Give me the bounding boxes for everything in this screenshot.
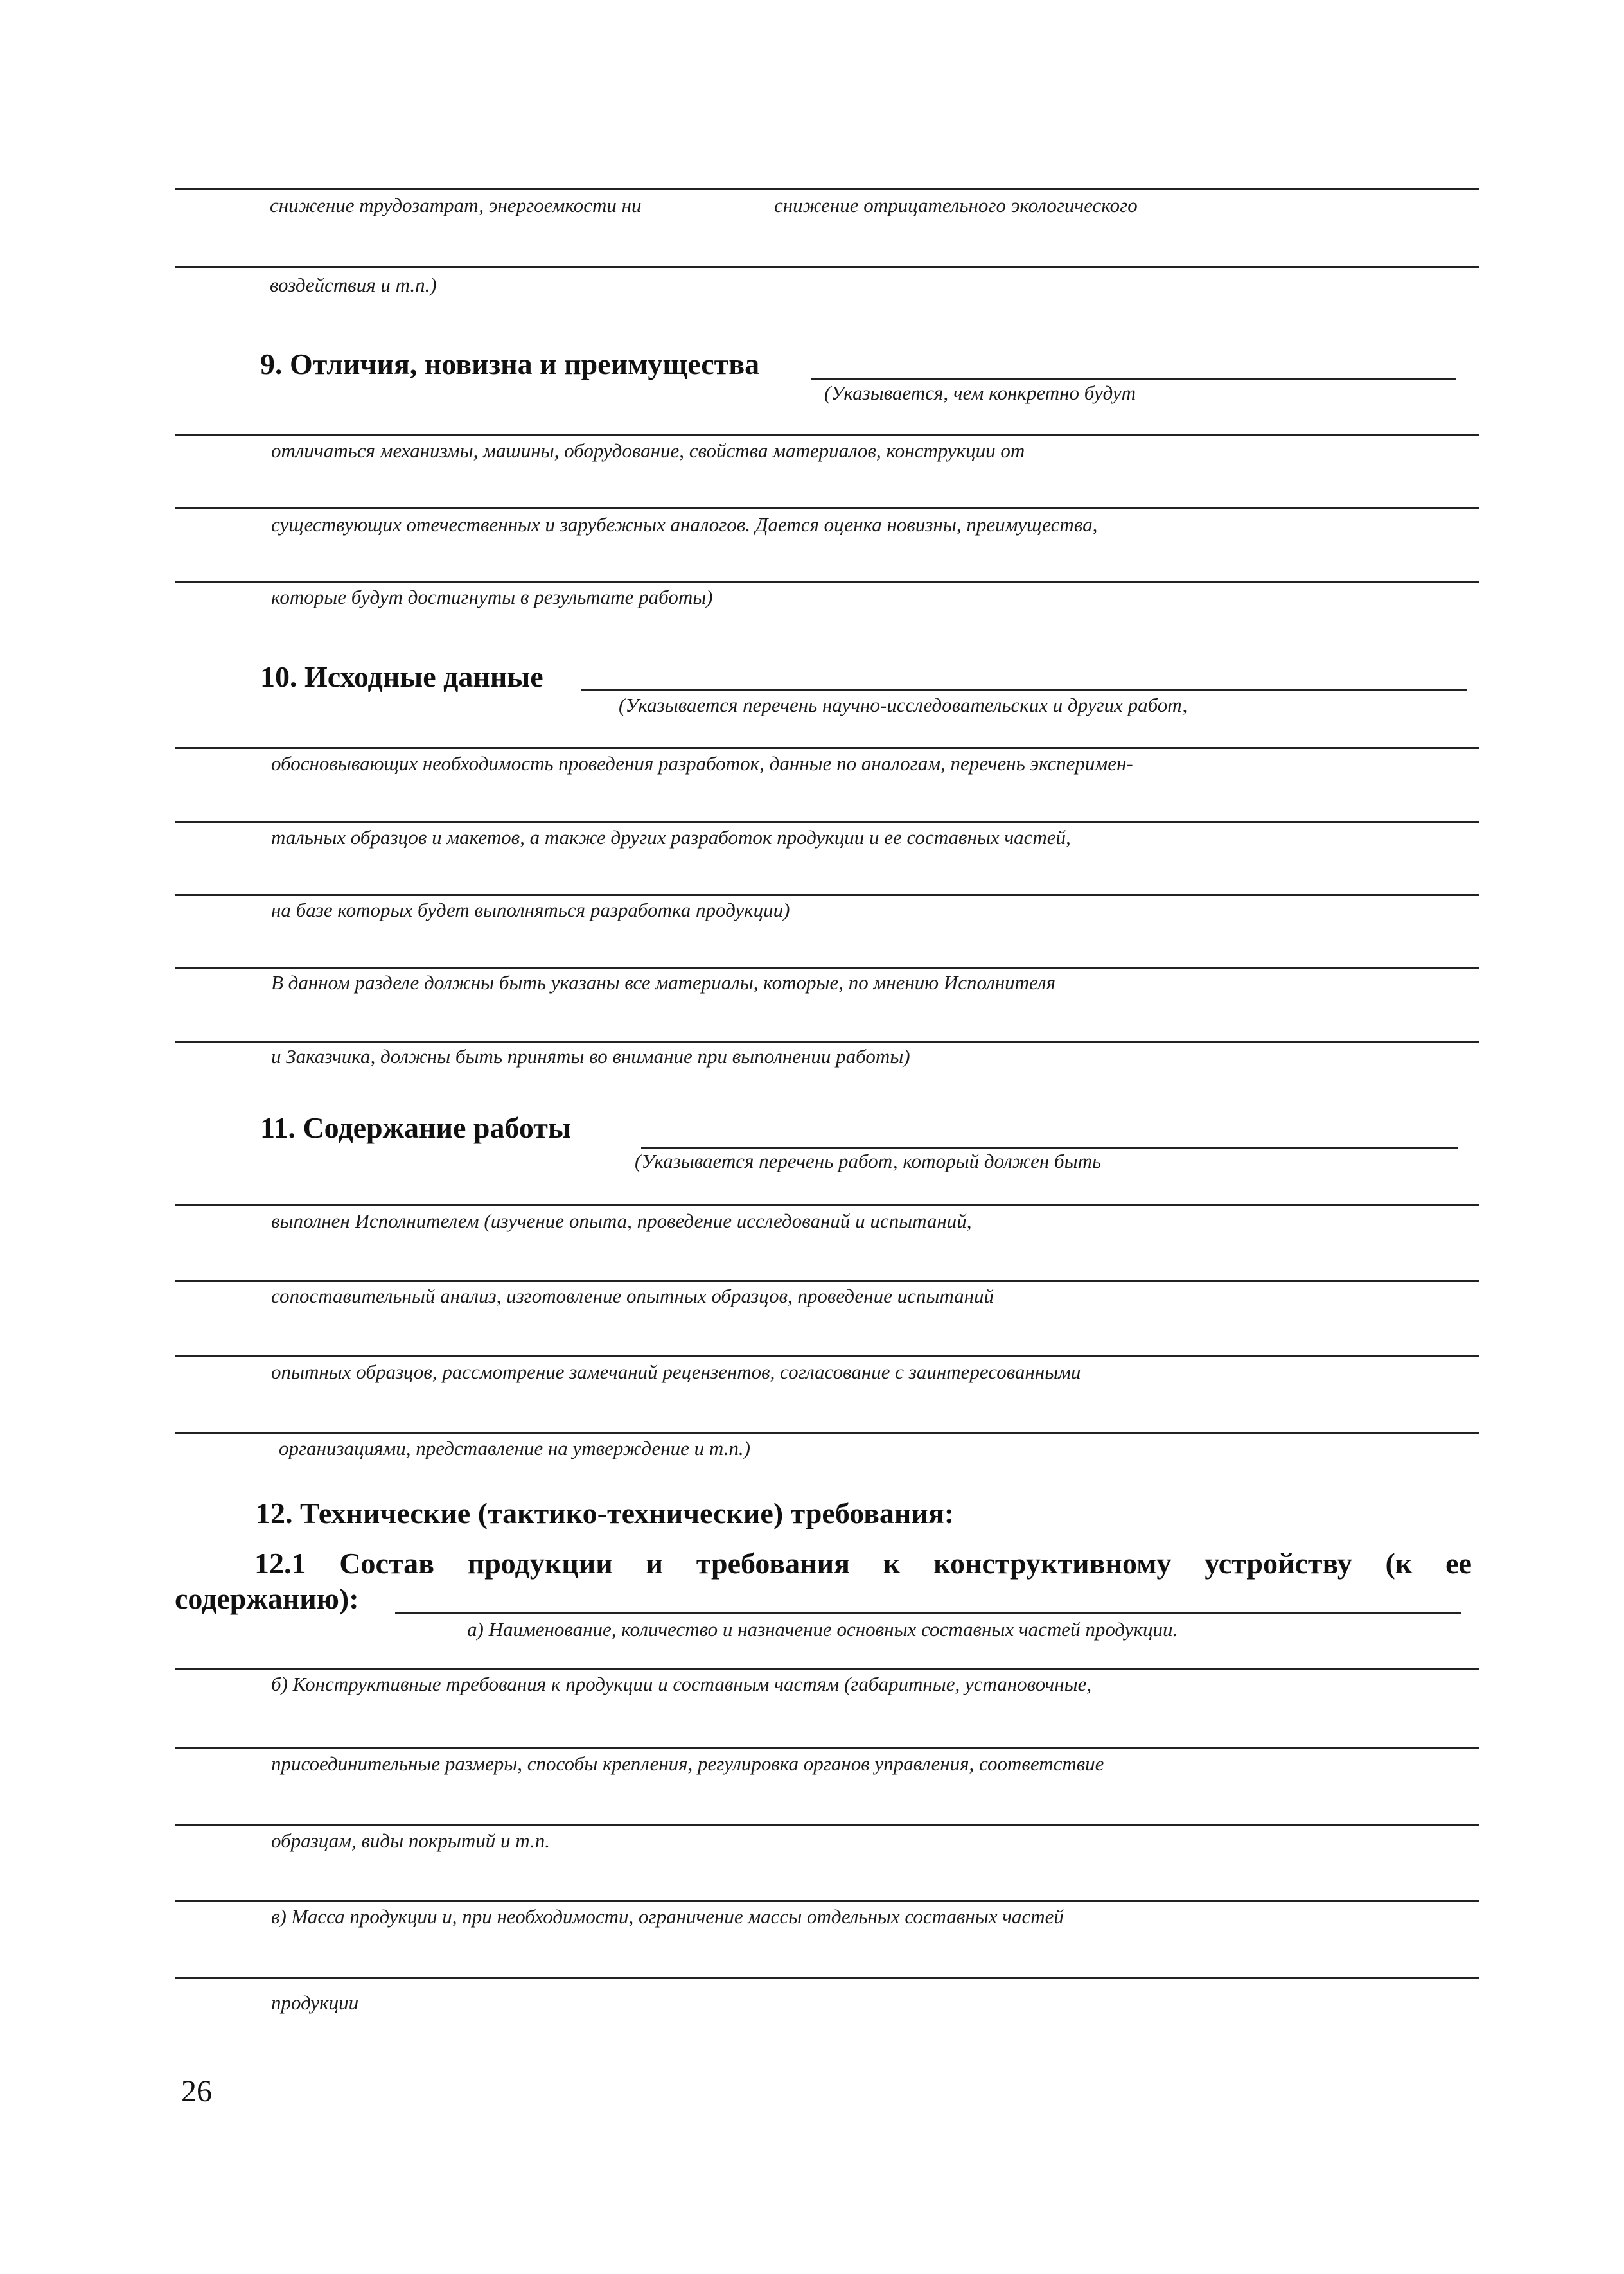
section-10-heading: 10. Исходные данные: [260, 660, 543, 693]
fill-line: [175, 1977, 1479, 1979]
heading-word: конструктивному: [933, 1547, 1172, 1580]
sec10-note-1: обосновывающих необходимость проведения разработок, данные по аналогам, перечень эксперимен-: [271, 752, 1133, 775]
sec9-note-3: которые будут достигнуты в результате работы): [271, 586, 713, 608]
fill-line: [175, 581, 1479, 583]
sec11-note-4: организациями, представление на утверждение и т.п.): [279, 1437, 750, 1459]
sec10-note-4: В данном разделе должны быть указаны все материалы, которые, по мнению Исполнителя: [271, 971, 1055, 994]
heading-word: Состав: [339, 1547, 434, 1580]
fill-line: [175, 1280, 1479, 1282]
fill-line: [175, 1747, 1479, 1749]
heading-word: (к: [1385, 1547, 1413, 1580]
fill-line: [175, 188, 1479, 190]
sec12-note-b: б) Конструктивные требования к продукции и составным частям (габаритные, установочные,: [271, 1673, 1092, 1695]
heading-word: ее: [1445, 1547, 1472, 1580]
sec8-note-line-1a: снижение трудозатрат, энергоемкости ни: [270, 194, 642, 216]
section-9-heading: 9. Отличия, новизна и преимущества: [260, 348, 760, 380]
sec11-note-2: сопоставительный анализ, изготовление опытных образцов, проведение испытаний: [271, 1285, 994, 1307]
fill-line: [175, 1355, 1479, 1357]
heading-word: требования: [696, 1547, 850, 1580]
sec12-note-b2: присоединительные размеры, способы крепления, регулировка органов управления, соответствие: [271, 1752, 1104, 1775]
section-12-1-heading-cont: содержанию):: [175, 1582, 359, 1615]
sec10-note-0: (Указывается перечень научно-исследовательских и других работ,: [619, 694, 1188, 716]
fill-line: [175, 1204, 1479, 1206]
fill-line: [175, 1432, 1479, 1434]
fill-line: [175, 894, 1479, 896]
fill-line: [641, 1147, 1458, 1149]
fill-line: [175, 1824, 1479, 1826]
sec9-note-0: (Указывается, чем конкретно будут: [824, 382, 1136, 404]
sec11-note-0: (Указывается перечень работ, который должен быть: [635, 1150, 1102, 1172]
section-12-heading: 12. Технические (тактико-технические) требования:: [256, 1497, 955, 1529]
fill-line: [175, 747, 1479, 749]
fill-line: [811, 378, 1456, 380]
fill-line: [175, 1900, 1479, 1902]
fill-line: [581, 689, 1467, 691]
sec12-note-c: в) Масса продукции и, при необходимости, ограничение массы отдельных составных частей: [271, 1905, 1064, 1928]
sec9-note-2: существующих отечественных и зарубежных аналогов. Дается оценка новизны, преимущества,: [271, 513, 1098, 536]
section-12-1-heading-line: [254, 1547, 1472, 1580]
fill-line: [175, 967, 1479, 969]
heading-word: 12.1: [254, 1547, 306, 1580]
sec12-note-a: а) Наименование, количество и назначение основных составных частей продукции.: [467, 1618, 1178, 1641]
sec9-note-1: отличаться механизмы, машины, оборудование, свойства материалов, конструкции от: [271, 439, 1025, 462]
page-number: 26: [181, 2074, 212, 2108]
fill-line: [175, 821, 1479, 823]
sec12-note-c2: продукции: [271, 1991, 359, 2014]
sec12-note-b3: образцам, виды покрытий и т.п.: [271, 1829, 550, 1852]
heading-word: продукции: [467, 1547, 613, 1580]
sec10-note-2: тальных образцов и макетов, а также других разработок продукции и ее составных частей,: [271, 826, 1071, 849]
sec8-note-line-1b: снижение отрицательного экологического: [774, 194, 1138, 216]
sec8-note-line-2: воздействия и т.п.): [270, 274, 437, 296]
fill-line: [175, 266, 1479, 268]
section-11-heading: 11. Содержание работы: [260, 1111, 571, 1144]
fill-line: [395, 1612, 1461, 1614]
fill-line: [175, 1668, 1479, 1670]
sec10-note-3: на базе которых будет выполняться разработка продукции): [271, 899, 790, 921]
heading-word: к: [883, 1547, 901, 1580]
sec11-note-1: выполнен Исполнителем (изучение опыта, проведение исследований и испытаний,: [271, 1210, 972, 1232]
heading-word: устройству: [1205, 1547, 1352, 1580]
fill-line: [175, 1041, 1479, 1043]
sec11-note-3: опытных образцов, рассмотрение замечаний рецензентов, согласование с заинтересованными: [271, 1361, 1081, 1383]
fill-line: [175, 434, 1479, 436]
sec10-note-5: и Заказчика, должны быть приняты во внимание при выполнении работы): [271, 1045, 910, 1068]
heading-word: и: [646, 1547, 664, 1580]
fill-line: [175, 507, 1479, 509]
